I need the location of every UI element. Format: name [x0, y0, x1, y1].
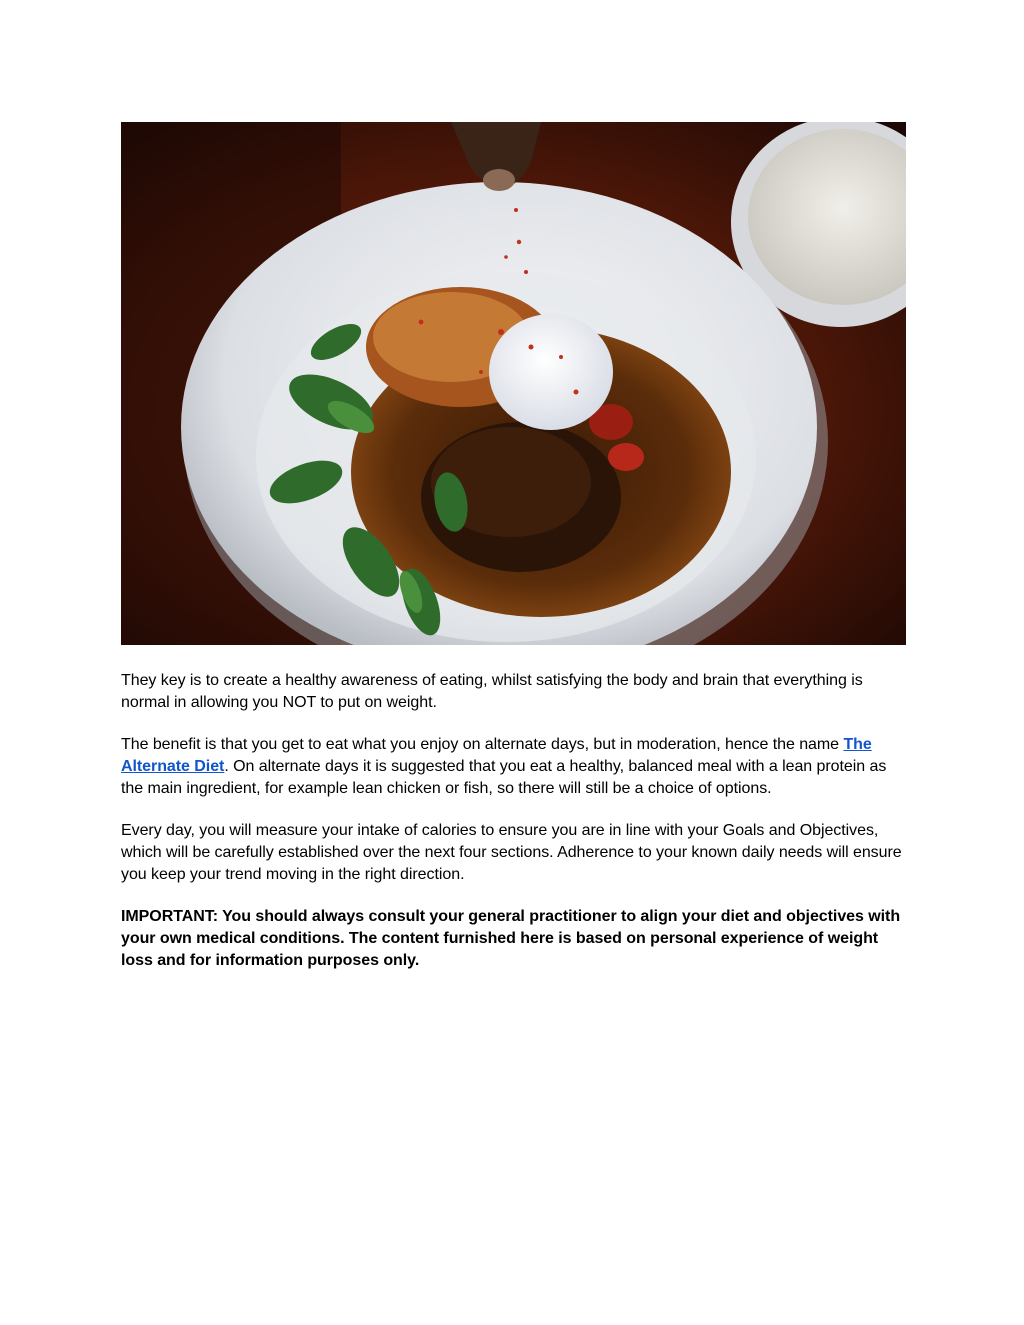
important-notice: IMPORTANT: You should always consult your general practitioner to align your diet and objectives with your own medical conditions. The content furnished here is based on personal experience of weight loss and for information purposes only.	[121, 908, 901, 969]
paragraph-benefit-intro: The benefit is that you get to eat what you enjoy on alternate days, but in moderation, hence the name	[121, 736, 844, 753]
paragraph-benefit	[121, 734, 911, 800]
alternate-diet-link[interactable]: The Alternate Diet	[121, 736, 872, 775]
article-body	[121, 670, 911, 992]
paragraph-measure: Every day, you will measure your intake of calories to ensure you are in line with your Goals and Objectives, which will be carefully established over the next four sections. Adherence to your known daily needs will ensure you keep your trend moving in the right direction.	[121, 822, 902, 883]
paragraph-benefit-rest: . On alternate days it is suggested that you eat a healthy, balanced meal with a lean protein as the main ingredient, for example lean chicken or fish, so there will still be a choice of options.	[121, 758, 887, 797]
paragraph-awareness: They key is to create a healthy awareness of eating, whilst satisfying the body and brain that everything is normal in allowing you NOT to put on weight.	[121, 672, 863, 711]
food-photo	[121, 122, 906, 645]
